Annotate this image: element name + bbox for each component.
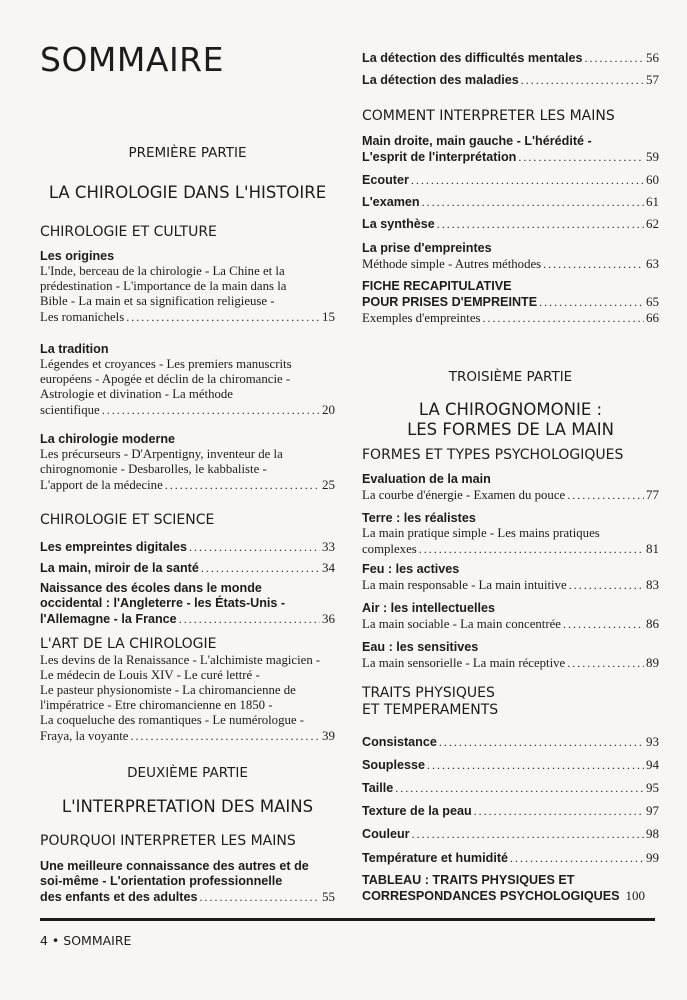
entry-heading: La chirologie moderne — [40, 432, 176, 446]
page-number: 33 — [322, 539, 335, 554]
part-2-heading: L'INTERPRETATION DES MAINS — [61, 797, 314, 816]
toc-entry-tradition[interactable]: La tradition Légendes et croyances - Les premiers manuscrits européens - Apogée et déclin de la chiromancie - Astrologie et divination - La méthode scientifique ..... 20 — [40, 342, 335, 418]
toc-entry-consistance[interactable]: Consistance ..... 93 — [362, 734, 659, 750]
toc-entry-art-chirologie[interactable]: Les devins de la Renaissance - L'alchimiste magicien - Le médecin de Louis XIV - Le curé lettré - Le pasteur physionomiste - La chiromancienne de l'impératrice - Etre chiromancienne en 1850 - La coqueluche des romantiques - Le numérologue - Fraya, la voyante ..... 39 — [40, 653, 335, 744]
entry-heading: La prise d'empreintes — [362, 241, 492, 255]
page-number: 93 — [646, 734, 659, 749]
page-number: 20 — [322, 402, 335, 417]
toc-entry-miroir-sante[interactable]: La main, miroir de la santé ..... 34 — [40, 560, 335, 576]
entry-heading: Feu : les actives — [362, 562, 460, 576]
page-title: SOMMAIRE — [40, 40, 224, 79]
part-1-heading: LA CHIROLOGIE DANS L'HISTOIRE — [48, 183, 327, 202]
page-number: 61 — [646, 194, 659, 209]
entry-heading: La tradition — [40, 342, 109, 356]
toc-entry-fiche-recapitulative[interactable]: FICHE RECAPITULATIVE POUR PRISES D'EMPREINTE ..... 65 Exemples d'empreintes ..... 66 — [362, 279, 659, 326]
page-number: 56 — [646, 50, 659, 65]
toc-entry-origines[interactable]: Les origines L'Inde, berceau de la chirologie - La Chine et la prédestination - L'importance de la main dans la Bible - La main et sa signification religieuse - Les romanichels ..... 15 — [40, 249, 335, 325]
toc-entry-examen[interactable]: L'examen ..... 61 — [362, 194, 659, 210]
page-number: 97 — [646, 803, 659, 818]
section-chirologie-science: CHIROLOGIE ET SCIENCE — [40, 512, 215, 528]
part-2-label: DEUXIÈME PARTIE — [127, 765, 248, 781]
toc-entry-feu-actives[interactable]: Feu : les actives La main responsable - La main intuitive ..... 83 — [362, 562, 659, 593]
footer-rule — [40, 918, 655, 921]
page-number: 99 — [646, 850, 659, 865]
page-number: 94 — [646, 757, 659, 772]
page-number: 65 — [646, 294, 659, 309]
entry-heading: Terre : les réalistes — [362, 511, 476, 525]
toc-entry-taille[interactable]: Taille ..... 95 — [362, 780, 659, 796]
toc-entry-synthese[interactable]: La synthèse ..... 62 — [362, 216, 659, 232]
toc-entry-couleur[interactable]: Couleur ..... 98 — [362, 826, 659, 842]
part-1-label: PREMIÈRE PARTIE — [128, 145, 247, 161]
toc-entry-main-droite-gauche[interactable]: Main droite, main gauche - L'hérédité - L'esprit de l'interprétation ..... 59 — [362, 134, 659, 165]
section-pourquoi-interpreter: POURQUOI INTERPRETER LES MAINS — [40, 833, 296, 849]
toc-entry-detection-maladies[interactable]: La détection des maladies ..... 57 — [362, 72, 659, 88]
page-number: 77 — [646, 487, 659, 502]
toc-entry-naissance-ecoles[interactable]: Naissance des écoles dans le monde occidental : l'Angleterre - les États-Unis - l'Allemagne - la France ..... 36 — [40, 581, 335, 627]
toc-entry-evaluation-main[interactable]: Evaluation de la main La courbe d'énergie - Examen du pouce ..... 77 — [362, 472, 659, 503]
toc-entry-air-intellectuelles[interactable]: Air : les intellectuelles La main sociable - La main concentrée ..... 86 — [362, 601, 659, 632]
toc-entry-ecouter[interactable]: Ecouter ..... 60 — [362, 172, 659, 188]
page-number: 66 — [646, 310, 659, 325]
part-3-label: TROISIÈME PARTIE — [448, 369, 573, 385]
toc-entry-temperature-humidite[interactable]: Température et humidité ..... 99 — [362, 850, 659, 866]
section-comment-interpreter: COMMENT INTERPRETER LES MAINS — [362, 108, 615, 124]
toc-entry-prise-empreintes[interactable]: La prise d'empreintes Méthode simple - Autres méthodes ..... 63 — [362, 241, 659, 272]
entry-heading: Evaluation de la main — [362, 472, 491, 486]
page-number: 95 — [646, 780, 659, 795]
page-number: 60 — [646, 172, 659, 187]
toc-entry-difficultes-mentales[interactable]: La détection des difficultés mentales ..... 56 — [362, 50, 659, 66]
toc-entry-tableau[interactable]: TABLEAU : TRAITS PHYSIQUES ET CORRESPONDANCES PSYCHOLOGIQUES 100 — [362, 873, 646, 903]
page-number: 25 — [322, 477, 335, 492]
page-number: 89 — [646, 655, 659, 670]
page-footer: 4 • SOMMAIRE — [40, 933, 132, 948]
page-number: 62 — [646, 216, 659, 231]
toc-entry-meilleure-connaissance[interactable]: Une meilleure connaissance des autres et de soi-même - L'orientation professionnelle des enfants et des adultes ..... 55 — [40, 859, 335, 905]
entry-heading: Les origines — [40, 249, 115, 263]
page-number: 36 — [322, 611, 335, 626]
toc-entry-chirologie-moderne[interactable]: La chirologie moderne Les précurseurs - D'Arpentigny, inventeur de la chirognomonie - Desbarolles, le kabbaliste - L'apport de la médecine ..... 25 — [40, 432, 335, 493]
page-number: 100 — [625, 888, 646, 903]
page-number: 34 — [322, 560, 335, 575]
toc-entry-souplesse[interactable]: Souplesse ..... 94 — [362, 757, 659, 773]
page-number: 15 — [322, 309, 335, 324]
section-formes-types: FORMES ET TYPES PSYCHOLOGIQUES — [362, 447, 624, 463]
section-chirologie-culture: CHIROLOGIE ET CULTURE — [40, 224, 217, 240]
page-number: 98 — [646, 826, 659, 841]
toc-entry-texture-peau[interactable]: Texture de la peau ..... 97 — [362, 803, 659, 819]
section-traits-physiques: TRAITS PHYSIQUES ET TEMPERAMENTS — [362, 685, 499, 718]
page-number: 81 — [646, 541, 659, 556]
page-number: 83 — [646, 577, 659, 592]
toc-entry-eau-sensitives[interactable]: Eau : les sensitives La main sensorielle - La main réceptive ..... 89 — [362, 640, 659, 671]
page-number: 55 — [322, 889, 335, 904]
toc-entry-empreintes-digitales[interactable]: Les empreintes digitales ..... 33 — [40, 539, 335, 555]
toc-entry-terre-realistes[interactable]: Terre : les réalistes La main pratique simple - Les mains pratiques complexes ..... 81 — [362, 511, 659, 557]
page-number: 59 — [646, 149, 659, 164]
entry-heading: Eau : les sensitives — [362, 640, 479, 654]
entry-heading: Air : les intellectuelles — [362, 601, 495, 615]
section-art-chirologie: L'ART DE LA CHIROLOGIE — [40, 636, 217, 652]
page-number: 63 — [646, 256, 659, 271]
page-number: 57 — [646, 72, 659, 87]
page-number: 39 — [322, 728, 335, 743]
page-number: 86 — [646, 616, 659, 631]
part-3-heading: LA CHIROGNOMONIE : LES FORMES DE LA MAIN — [407, 400, 614, 439]
